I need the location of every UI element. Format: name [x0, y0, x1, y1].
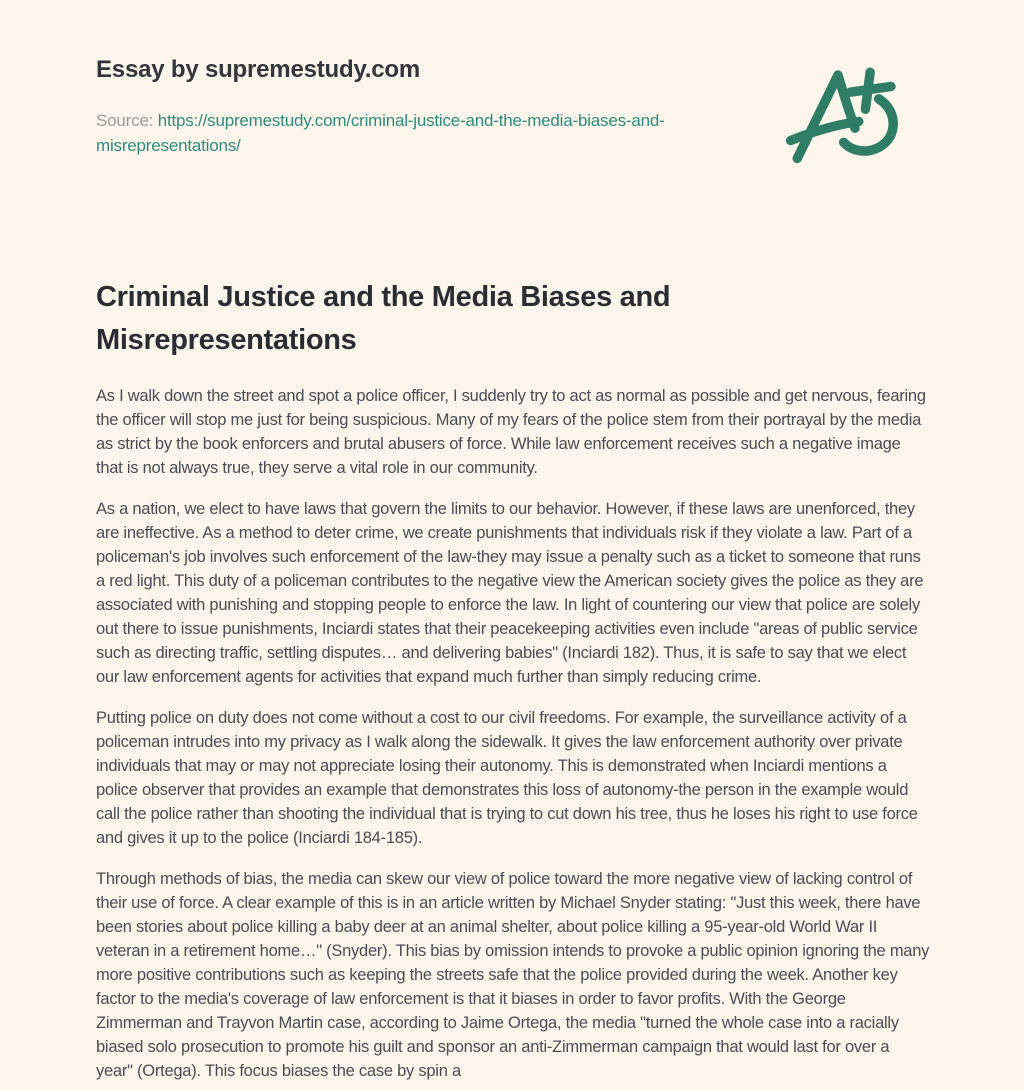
source-label: Source: — [96, 111, 158, 130]
essay-title: Criminal Justice and the Media Biases and Misrepresentations — [96, 281, 671, 356]
a-plus-logo-icon — [784, 58, 926, 186]
header-text-block — [96, 56, 756, 158]
source-link[interactable]: https://supremestudy.com/criminal-justice-and-the-media-biases-and-misrepresentations/ — [96, 111, 665, 155]
page-header — [96, 56, 930, 186]
site-heading: Essay by supremestudy.com — [96, 56, 421, 83]
essay-paragraph-3: Putting police on duty does not come without a cost to our civil freedoms. For example, the surveillance activity of a policeman intrudes into my privacy as I walk along the sidewalk. It gives the law enforcement authority over private individuals that may or may not appreciate losing their autonomy. This is demonstrated when Inciardi mentions a police observer that provides an example that demonstrates this loss of autonomy-the person in the example would call the police rather than shooting the individual that is trying to cut down his tree, thus he loses his right to use force and gives it up to the police (Inciardi 184-185). — [96, 709, 918, 847]
essay-content — [96, 276, 930, 1083]
essay-paragraph-1: As I walk down the street and spot a police officer, I suddenly try to act as normal as possible and get nervous, fearing the officer will stop me just for being suspicious. Many of my fears of the police stem from their portrayal by the media as strict by the book enforcers and brutal abusers of force. While law enforcement receives such a negative image that is not always true, they serve a vital role in our community. — [96, 387, 926, 477]
source-line — [96, 108, 756, 158]
essay-paragraph-2: As a nation, we elect to have laws that govern the limits to our behavior. However, if these laws are unenforced, they are ineffective. As a method to deter crime, we create punishments that individuals risk if they violate a law. Part of a policeman's job involves such enforcement of the law-they may issue a penalty such as a ticket to someone that runs a red light. This duty of a policeman contributes to the negative view the American society gives the police as they are associated with punishing and stopping people to enforce the law. In light of countering our view that police are solely out there to issue punishments, Inciardi states that their peacekeeping activities even include "areas of public service such as directing traffic, settling disputes… and delivering babies" (Inciardi 182). Thus, it is safe to say that we elect our law enforcement agents for activities that expand much further than simply reducing crime. — [96, 500, 924, 686]
essay-paragraph-4: Through methods of bias, the media can skew our view of police toward the more negative view of lacking control of their use of force. A clear example of this is in an article written by Michael Snyder stating: "Just this week, there have been stories about police killing a baby deer at an animal shelter, about police killing a 95-year-old World War II veteran in a retirement home…" (Snyder). This bias by omission intends to provoke a public opinion ignoring the many more positive contributions such as keeping the streets safe that the police provided during the week. Another key factor to the media's coverage of law enforcement is that it biases in order to favor profits. With the George Zimmerman and Trayvon Martin case, according to Jaime Ortega, the media "turned the whole case into a racially biased solo prosecution to promote his guilt and sponsor an anti-Zimmerman campaign that would last for over a year" (Ortega). This focus biases the case by spin a — [96, 870, 930, 1080]
